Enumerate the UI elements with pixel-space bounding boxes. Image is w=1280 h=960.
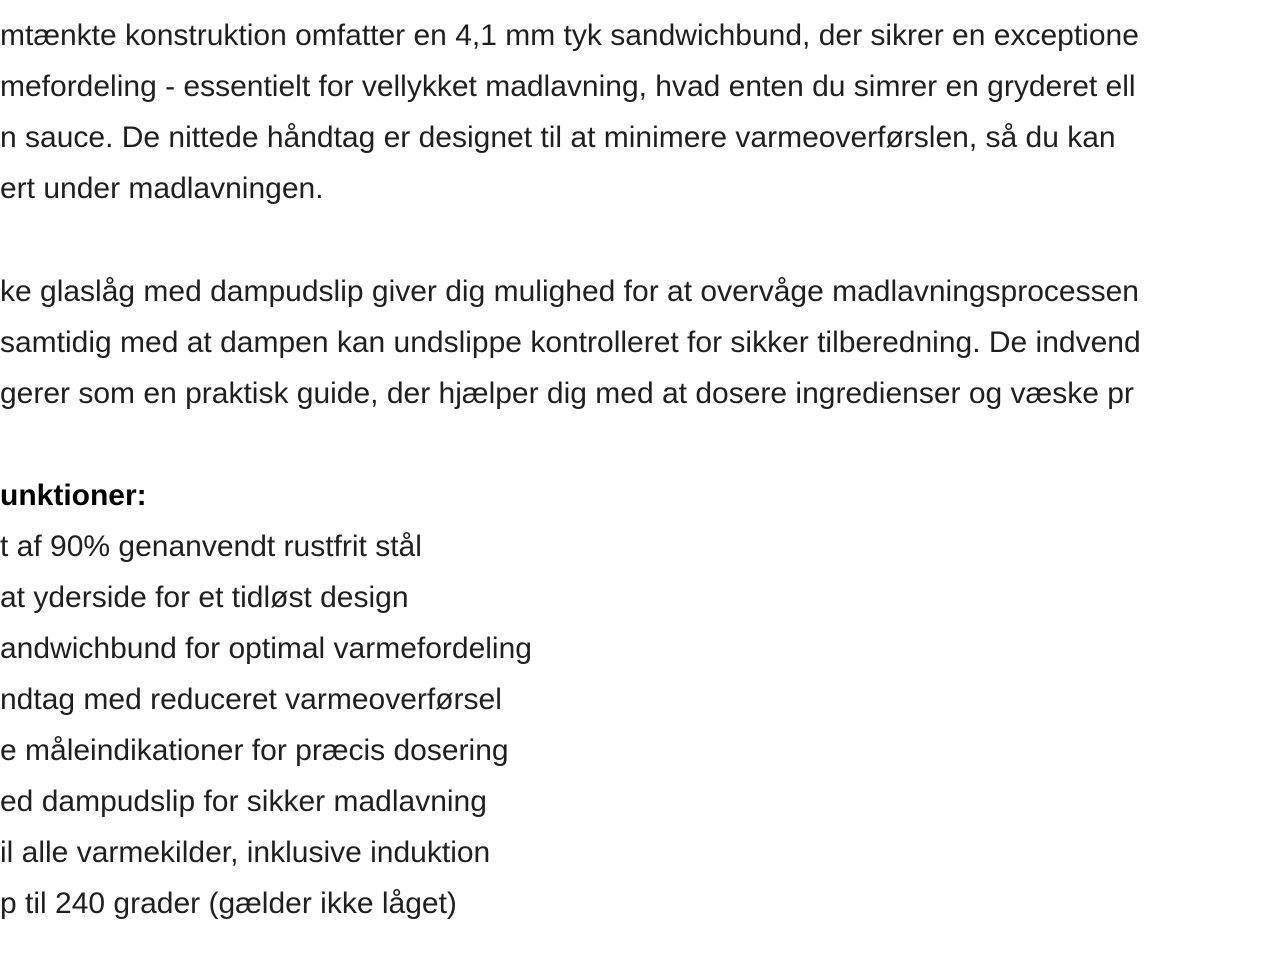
paragraph-1-line-3: n sauce. De nittede håndtag er designet til at minimere varmeoverførslen, så du kan (0, 121, 1116, 154)
features-heading: unktioner: (0, 479, 147, 512)
feature-item: il alle varmekilder, inklusive induktion (0, 836, 491, 869)
feature-item: t af 90% genanvendt rustfrit stål (0, 530, 422, 563)
paragraph-2-line-2: samtidig med at dampen kan undslippe kontrolleret for sikker tilberedning. De indvend (0, 326, 1141, 359)
feature-item: andwichbund for optimal varmefordeling (0, 632, 532, 665)
paragraph-1-line-1: mtænkte konstruktion omfatter en 4,1 mm tyk sandwichbund, der sikrer en exceptione (0, 19, 1139, 52)
feature-item: at yderside for et tidløst design (0, 581, 409, 614)
feature-item: p til 240 grader (gælder ikke låget) (0, 887, 457, 920)
feature-item: e måleindikationer for præcis dosering (0, 734, 509, 767)
feature-item: ed dampudslip for sikker madlavning (0, 785, 487, 818)
feature-item: ndtag med reduceret varmeoverførsel (0, 683, 502, 716)
paragraph-2-line-1: ke glaslåg med dampudslip giver dig mulighed for at overvåge madlavningsprocessen (0, 275, 1139, 308)
paragraph-1-line-4: ert under madlavningen. (0, 172, 324, 205)
paragraph-2-line-3: gerer som en praktisk guide, der hjælper dig med at dosere ingredienser og væske pr (0, 377, 1134, 410)
paragraph-1-line-2: mefordeling - essentielt for vellykket madlavning, hvad enten du simrer en gryderet ell (0, 70, 1136, 103)
